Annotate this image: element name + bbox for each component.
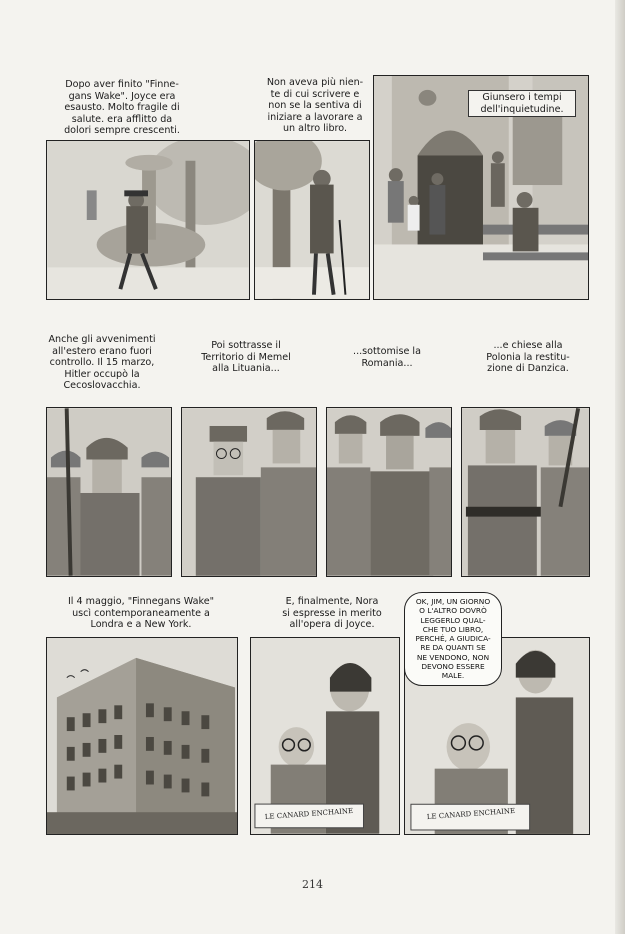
- caption-romania: ...sottomise la Romania...: [353, 346, 421, 369]
- caption-nora: E, finalmente, Nora si espresse in merito all'opera di Joyce.: [282, 596, 382, 631]
- soldiers-illustration-3: [327, 408, 451, 576]
- panel-soldiers-4: [461, 407, 590, 577]
- panel-soldiers-3: [326, 407, 452, 577]
- soldiers-illustration-1: [47, 408, 171, 576]
- caption-joyce-exhausted: Dopo aver finito "Finne- gans Wake". Joyce era esausto. Molto fragile di salute. era afflitto da dolori sempre crescenti.: [46, 78, 198, 138]
- speech-bubble-nora: OK, JIM, UN GIORNO O L'ALTRO DOVRÒ LEGGERLO QUAL- CHE TUO LIBRO, PERCHÉ, A GIUDICA- RE DA QUANTI SE NE VENDONO, NON DEVONO ESSERE MALE.: [404, 592, 502, 686]
- soldiers-illustration-4: [462, 408, 589, 576]
- caption-restless-times: Giunsero i tempi dell'inquietudine.: [468, 90, 576, 117]
- page-spine-shadow: [615, 0, 625, 934]
- caption-czechoslovakia: Anche gli avvenimenti all'estero erano fuori controllo. Il 15 marzo, Hitler occupò la Cecoslovacchia.: [48, 334, 156, 392]
- soldiers-illustration-2: [182, 408, 316, 576]
- panel-fountain: [46, 140, 250, 300]
- newspaper-title-2: LE CANARD ENCHAINE: [426, 806, 516, 822]
- panel-joyce-reading: [250, 637, 400, 835]
- city-building-illustration: [47, 638, 237, 834]
- caption-nothing-to-write: Non aveva più nien- te di cui scrivere e non se la sentiva di iniziare a lavorare a un altro libro.: [256, 76, 374, 136]
- caption-memel: Poi sottrasse il Territorio di Memel alla Lituania...: [201, 340, 291, 375]
- panel-soldiers-2: [181, 407, 317, 577]
- joyce-reading-illustration: [251, 638, 399, 834]
- fountain-illustration: [47, 141, 249, 299]
- caption-danzig: ...e chiese alla Polonia la restitu- zione di Danzica.: [486, 340, 570, 375]
- page-number: 214: [302, 878, 323, 891]
- tree-illustration: [255, 141, 369, 299]
- panel-soldiers-1: [46, 407, 172, 577]
- newspaper-title-1: LE CANARD ENCHAINE: [264, 806, 354, 822]
- panel-tree: [254, 140, 370, 300]
- caption-finnegans-release: Il 4 maggio, "Finnegans Wake" uscì contemporaneamente a Londra e a New York.: [67, 596, 215, 631]
- panel-city-building: [46, 637, 238, 835]
